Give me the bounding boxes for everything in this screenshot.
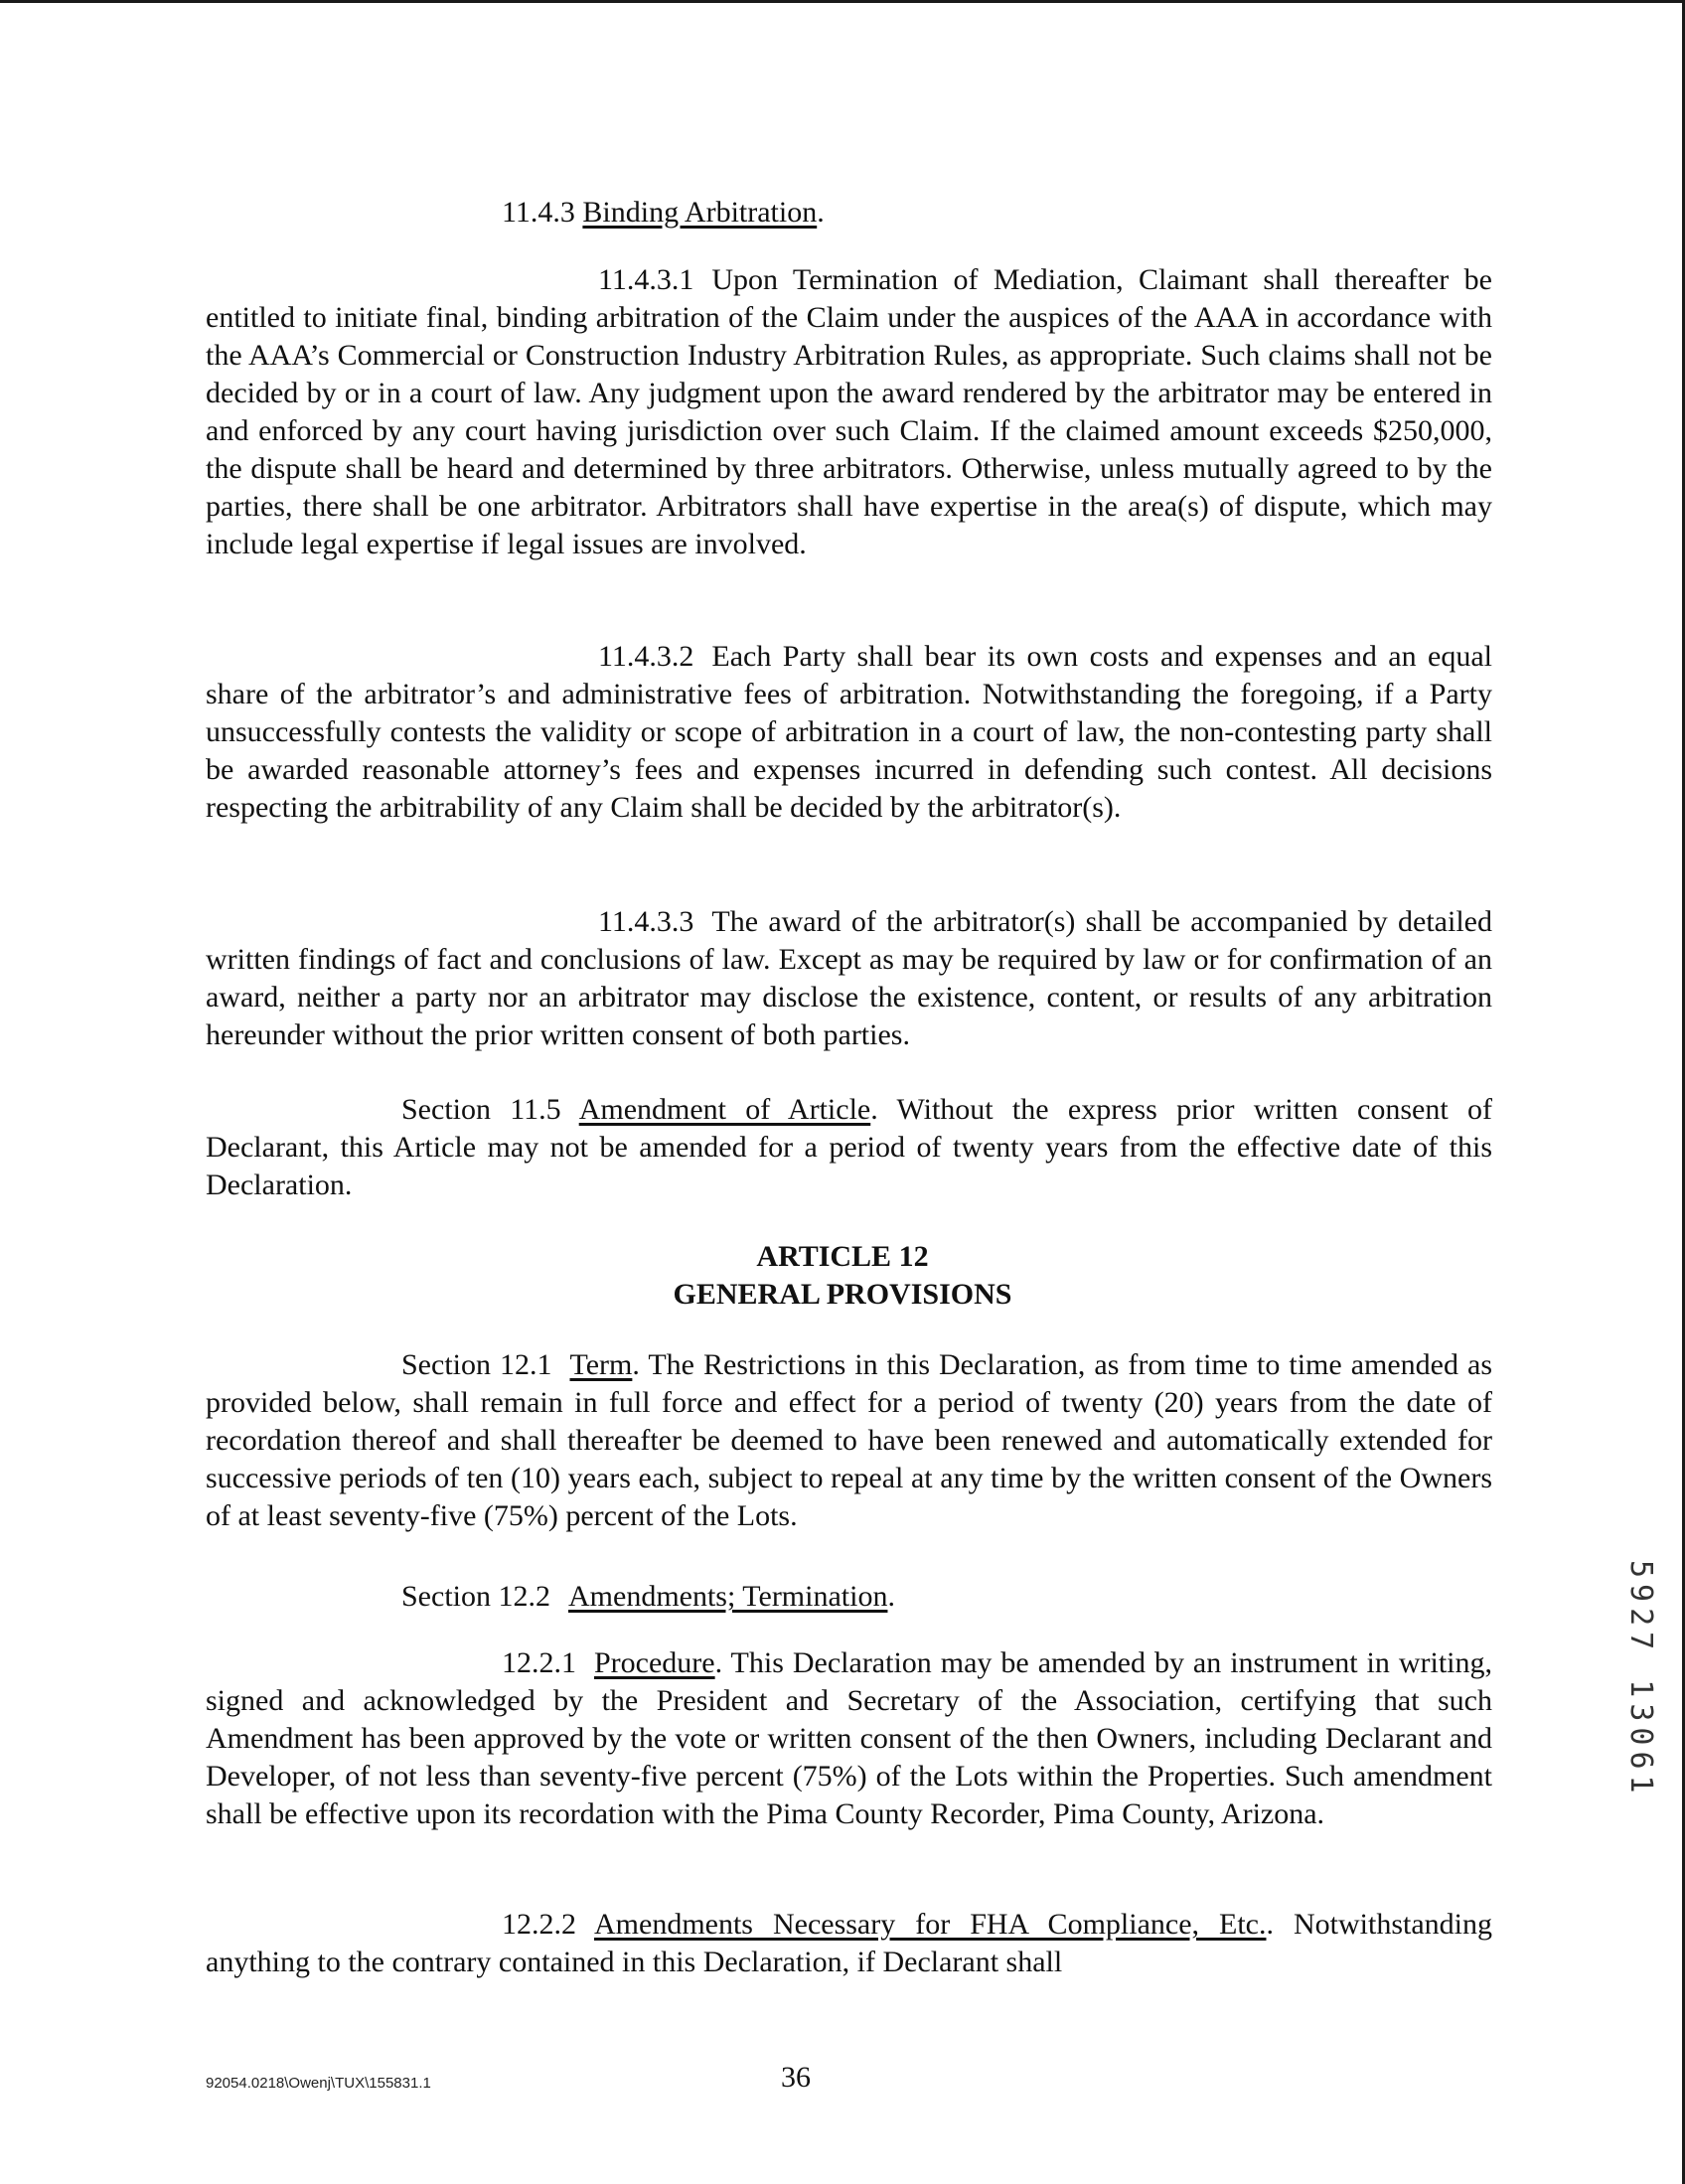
paragraph-title: Amendments Necessary for FHA Compliance, Etc. (594, 1908, 1267, 1941)
article-number: ARTICLE 12 (756, 1240, 929, 1273)
section-11-5 (206, 1091, 1492, 1204)
page-number: 36 (781, 2061, 811, 2094)
footer-document-id: 92054.0218\Owenj\TUX\155831.1 (206, 2075, 431, 2092)
paragraph-11-4-3-1 (206, 261, 1492, 563)
section-12-2 (401, 1578, 895, 1616)
paragraph-12-2-2 (206, 1906, 1492, 1981)
section-label: Section 11.5 (401, 1093, 561, 1126)
paragraph-text: Each Party shall bear its own costs and expenses and an equal share of the arbitrator’s and administrative fees of arbitration. Notwithstanding the foregoing, if a Party unsuccessfully contests the validity or scope of arbitration in a court of law, the non-contesting party shall be awarded reasonable attorney’s fees and expenses incurred in defending such contest. All decisions respecting the arbitrability of any Claim shall be decided by the arbitrator(s). (206, 640, 1492, 824)
heading-11-4-3 (502, 194, 825, 232)
paragraph-12-2-1 (206, 1644, 1492, 1833)
paragraph-11-4-3-2 (206, 638, 1492, 827)
paragraph-title: Procedure (594, 1646, 715, 1679)
paragraph-text: Upon Termination of Mediation, Claimant shall thereafter be entitled to initiate final, binding arbitration of the Claim under the auspices of the AAA in accordance with the AAA’s Commercial or Construction Industry Arbitration Rules, as appropriate. Such claims shall not be decided by or in a court of law. Any judgment upon the award rendered by the arbitrator may be entered in and enforced by any court having jurisdiction over such Claim. If the claimed amount exceeds $250,000, the dispute shall be heard and determined by three arbitrators. Otherwise, unless mutually agreed to by the parties, there shall be one arbitrator. Arbitrators shall have expertise in the area(s) of dispute, which may include legal expertise if legal issues are involved. (206, 263, 1492, 560)
paragraph-11-4-3-3 (206, 903, 1492, 1054)
section-title: Amendment of Article (578, 1093, 871, 1126)
section-title: Amendments; Termination (568, 1580, 888, 1613)
section-period: . (887, 1580, 895, 1613)
section-label: Section 12.2 (401, 1580, 550, 1613)
section-text: . Without the express prior written consent of Declarant, this Article may not be amended for a period of twenty years from the effective date of this Declaration. (206, 1093, 1492, 1201)
paragraph-text: . This Declaration may be amended by an instrument in writing, signed and acknowledged by the President and Secretary of the Association, certifying that such Amendment has been approved by the vote or written consent of the then Owners, including Declarant and Developer, of not less than seventy-five percent (75%) of the Lots within the Properties. Such amendment shall be effective upon its recordation with the Pima County Recorder, Pima County, Arizona. (206, 1646, 1492, 1830)
paragraph-number: 11.4.3.3 (598, 905, 694, 938)
article-title: GENERAL PROVISIONS (673, 1278, 1012, 1311)
paragraph-number: 12.2.2 (502, 1908, 576, 1941)
scan-edge-top (0, 0, 1685, 3)
paragraph-number: 11.4.3.2 (598, 640, 694, 673)
heading-period: . (817, 196, 825, 229)
heading-title: Binding Arbitration (582, 196, 818, 229)
section-12-1 (206, 1346, 1492, 1535)
paragraph-text: The award of the arbitrator(s) shall be accompanied by detailed written findings of fact and conclusions of law. Except as may be required by law or for confirmation of an award, neither a party nor an arbitrator may disclose the existence, content, or results of any arbitration hereunder without the prior written consent of both parties. (206, 905, 1492, 1051)
heading-number: 11.4.3 (502, 196, 575, 229)
recording-stamp (1624, 1560, 1658, 1918)
recording-stamp-text: 5927 13061 (1623, 1560, 1658, 1799)
paragraph-text: . Notwithstanding anything to the contrary contained in this Declaration, if Declarant shall (206, 1908, 1492, 1978)
section-text: . The Restrictions in this Declaration, as from time to time amended as provided below, shall remain in full force and effect for a period of twenty (20) years from the date of recordation thereof and shall thereafter be deemed to have been renewed and automatically extended for successive periods of ten (10) years each, subject to repeal at any time by the written consent of the Owners of at least seventy-five (75%) percent of the Lots. (206, 1348, 1492, 1532)
section-label: Section 12.1 (401, 1348, 552, 1381)
section-title: Term (569, 1348, 633, 1381)
paragraph-number: 12.2.1 (502, 1646, 576, 1679)
paragraph-number: 11.4.3.1 (598, 263, 694, 296)
